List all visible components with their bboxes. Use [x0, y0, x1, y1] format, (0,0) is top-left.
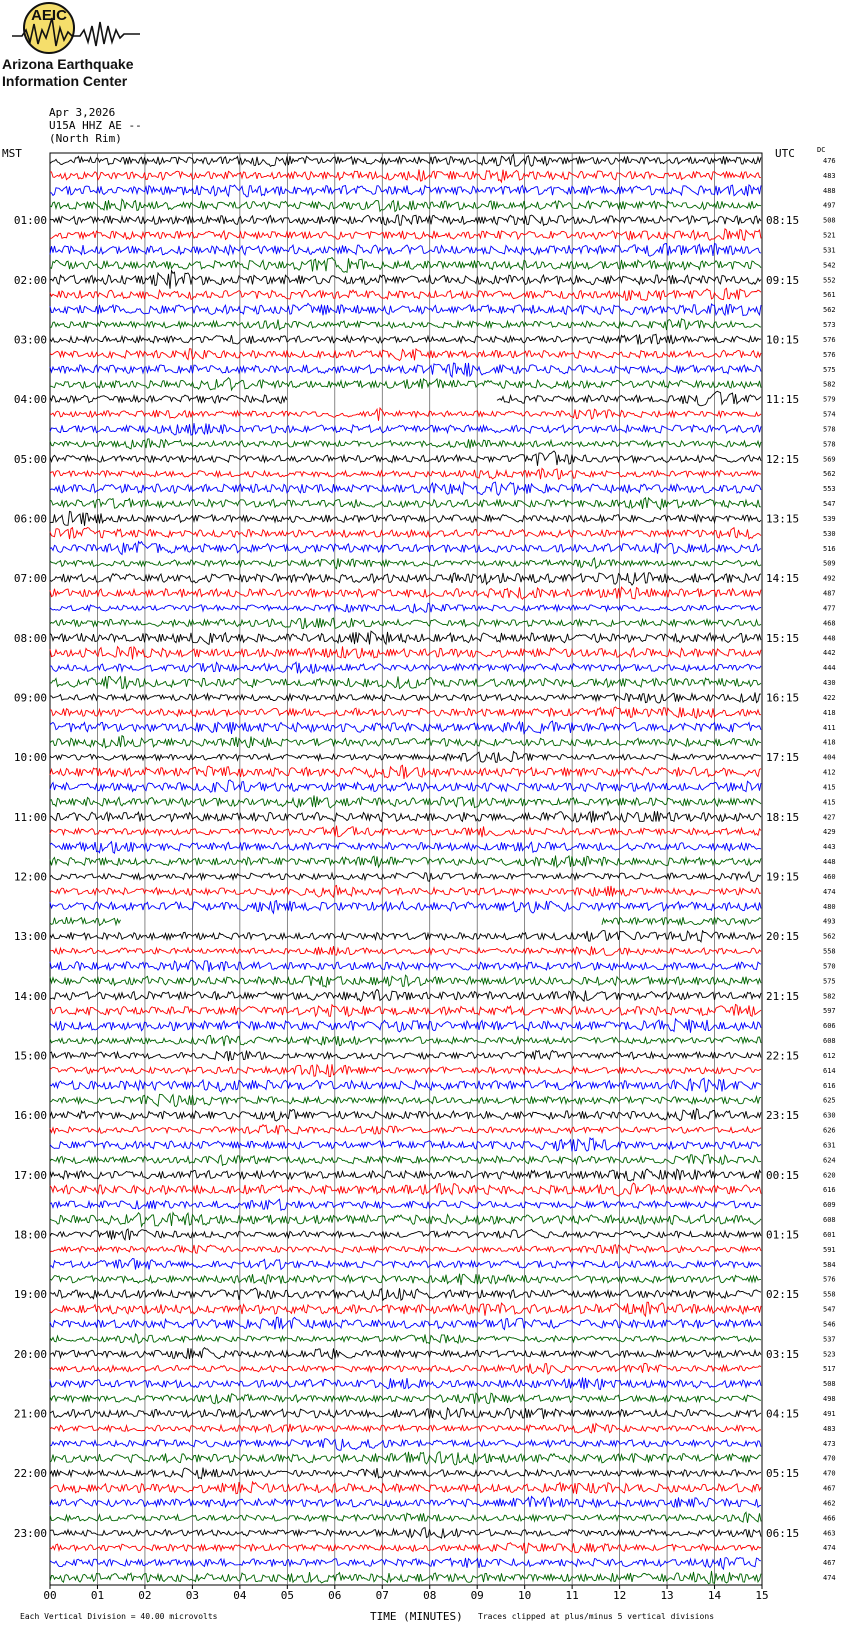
trace-row-69 — [50, 1183, 761, 1196]
dc-value-label: 474 — [823, 1544, 836, 1553]
dc-value-label: 616 — [823, 1081, 836, 1090]
trace-row-95 — [50, 1571, 761, 1584]
x-tick-label: 05 — [280, 1589, 294, 1602]
trace-row-73 — [50, 1245, 761, 1254]
mst-hour-label: 18:00 — [13, 1228, 47, 1242]
x-tick-label: 03 — [185, 1589, 200, 1602]
dc-value-label: 562 — [823, 470, 836, 479]
dc-value-label: 412 — [823, 768, 836, 777]
trace-row-36 — [50, 692, 761, 703]
trace-row-24 — [50, 511, 761, 525]
dc-value-label: 562 — [823, 932, 836, 941]
mst-hour-label: 22:00 — [13, 1467, 47, 1481]
dc-value-label: 558 — [823, 947, 836, 956]
trace-row-22 — [50, 482, 761, 495]
dc-value-label: 483 — [823, 171, 836, 180]
dc-value-label: 601 — [823, 1230, 836, 1239]
trace-row-23 — [50, 498, 761, 510]
trace-row-17 — [50, 408, 761, 421]
dc-value-label: 473 — [823, 1439, 836, 1448]
dc-value-label: 547 — [823, 500, 836, 509]
trace-row-6 — [50, 244, 761, 257]
dc-value-label: 444 — [823, 664, 836, 673]
trace-row-27 — [50, 558, 761, 569]
dc-value-label: 531 — [823, 246, 836, 255]
trace-row-31 — [50, 618, 761, 629]
trace-row-64 — [50, 1109, 761, 1121]
trace-row-77 — [50, 1302, 761, 1316]
dc-value-label: 609 — [823, 1201, 836, 1210]
mst-hour-label: 06:00 — [13, 512, 47, 526]
dc-value-label: 597 — [823, 1007, 836, 1016]
dc-value-label: 574 — [823, 410, 836, 419]
utc-hour-label: 08:15 — [766, 214, 800, 228]
dc-value-label: 530 — [823, 529, 836, 538]
trace-row-88 — [50, 1468, 761, 1479]
utc-hour-label: 09:15 — [766, 273, 800, 287]
dc-value-label: 591 — [823, 1245, 836, 1254]
trace-row-74 — [50, 1259, 761, 1270]
dc-value-label: 630 — [823, 1111, 836, 1120]
trace-row-2 — [50, 185, 761, 197]
x-tick-label: 01 — [90, 1589, 105, 1602]
trace-row-19 — [50, 439, 761, 449]
trace-row-28 — [50, 573, 761, 586]
logo-line2: Information Center — [2, 73, 128, 89]
x-tick-label: 07 — [375, 1589, 389, 1602]
mst-hour-label: 05:00 — [13, 452, 47, 466]
dc-value-label: 573 — [823, 321, 836, 330]
utc-hour-label: 16:15 — [766, 691, 800, 705]
mst-hour-label: 02:00 — [13, 273, 47, 287]
trace-row-7 — [50, 258, 761, 273]
mst-hour-label: 17:00 — [13, 1168, 47, 1182]
dc-value-label: 492 — [823, 574, 836, 583]
dc-value-label: 470 — [823, 1454, 836, 1463]
dc-value-label: 460 — [823, 872, 836, 881]
mst-hour-label: 12:00 — [13, 870, 47, 884]
trace-row-38 — [50, 721, 761, 734]
utc-hour-label: 02:15 — [766, 1288, 800, 1302]
dc-value-label: 562 — [823, 306, 836, 315]
header-location: (North Rim) — [49, 132, 122, 145]
dc-value-label: 616 — [823, 1186, 836, 1195]
x-tick-label: 12 — [612, 1589, 627, 1602]
trace-row-0 — [50, 155, 761, 167]
utc-hour-label: 21:15 — [766, 989, 800, 1003]
logo-line1: Arizona Earthquake — [2, 56, 134, 72]
utc-hour-label: 20:15 — [766, 930, 800, 944]
x-tick-label: 06 — [328, 1589, 342, 1602]
dc-value-label: 462 — [823, 1499, 836, 1508]
trace-row-39 — [50, 736, 761, 748]
trace-row-57 — [50, 1005, 761, 1017]
dc-value-label: 415 — [823, 798, 836, 807]
mst-hour-label: 13:00 — [13, 930, 47, 944]
mst-hour-label: 01:00 — [13, 214, 47, 228]
trace-row-58 — [50, 1019, 761, 1033]
dc-value-label: 576 — [823, 350, 836, 359]
utc-hour-label: 06:15 — [766, 1526, 800, 1540]
dc-value-label: 612 — [823, 1051, 836, 1060]
dc-value-label: 582 — [823, 380, 836, 389]
mst-hour-label: 11:00 — [13, 810, 47, 824]
trace-row-25 — [50, 528, 761, 540]
dc-value-label: 558 — [823, 1290, 836, 1299]
trace-row-43 — [50, 795, 761, 808]
trace-row-90 — [50, 1497, 761, 1508]
trace-row-76 — [50, 1288, 761, 1300]
mst-hour-label: 14:00 — [13, 989, 47, 1003]
footer-clip-note: Traces clipped at plus/minus 5 vertical divisions — [478, 1612, 715, 1621]
dc-value-label: 625 — [823, 1096, 836, 1105]
trace-row-47 — [50, 856, 761, 868]
dc-value-label: 631 — [823, 1141, 836, 1150]
trace-row-48 — [50, 872, 761, 882]
mst-hour-label: 19:00 — [13, 1288, 47, 1302]
trace-row-8 — [50, 271, 761, 289]
header-date: Apr 3,2026 — [49, 106, 116, 119]
trace-row-44 — [50, 811, 761, 823]
utc-hour-label: 17:15 — [766, 751, 800, 765]
trace-row-3 — [50, 199, 761, 211]
dc-value-label: 448 — [823, 858, 836, 867]
trace-row-35 — [50, 676, 761, 689]
trace-row-50 — [50, 901, 761, 914]
trace-row-82 — [50, 1378, 761, 1390]
trace-row-52 — [50, 931, 761, 942]
dc-value-label: 411 — [823, 723, 836, 732]
dc-value-label: 466 — [823, 1514, 836, 1523]
dc-value-label: 614 — [823, 1066, 836, 1075]
dc-value-label: 476 — [823, 156, 836, 165]
mst-hour-label: 03:00 — [13, 333, 47, 347]
dc-value-label: 620 — [823, 1171, 836, 1180]
trace-row-67 — [50, 1154, 761, 1165]
dc-value-label: 418 — [823, 708, 836, 717]
trace-row-51 — [50, 917, 121, 925]
mst-hour-label: 23:00 — [13, 1526, 47, 1540]
trace-row-61 — [50, 1064, 761, 1076]
dc-value-label: 468 — [823, 619, 836, 628]
utc-hour-label: 01:15 — [766, 1228, 800, 1242]
mst-hour-label: 20:00 — [13, 1347, 47, 1361]
trace-row-21 — [50, 468, 761, 479]
trace-row-33 — [50, 646, 761, 659]
trace-row-94 — [50, 1558, 761, 1570]
dc-value-label: 509 — [823, 559, 836, 568]
dc-value-label: 578 — [823, 425, 836, 434]
utc-hour-label: 14:15 — [766, 572, 800, 586]
utc-hour-label: 05:15 — [766, 1467, 800, 1481]
dc-value-label: 561 — [823, 291, 836, 300]
dc-value-label: 474 — [823, 1574, 836, 1583]
footer-division-note: Each Vertical Division = 40.00 microvolts — [20, 1612, 218, 1621]
trace-row-79 — [50, 1334, 761, 1344]
utc-hour-label: 22:15 — [766, 1049, 800, 1063]
dc-value-label: 448 — [823, 634, 836, 643]
utc-hour-label: 15:15 — [766, 631, 800, 645]
trace-row-46 — [50, 842, 761, 854]
dc-value-label: 547 — [823, 1305, 836, 1314]
trace-row-1 — [50, 170, 761, 183]
dc-value-label: 422 — [823, 693, 836, 702]
x-axis-title: TIME (MINUTES) — [370, 1610, 463, 1623]
dc-value-label: 474 — [823, 887, 836, 896]
trace-row-10 — [50, 303, 761, 315]
trace-row-30 — [50, 603, 761, 613]
dc-value-label: 491 — [823, 1409, 836, 1418]
trace-row-32 — [50, 631, 761, 644]
dc-value-label: 470 — [823, 1469, 836, 1478]
trace-row-62 — [50, 1078, 761, 1092]
trace-row-93 — [50, 1543, 761, 1554]
utc-hour-label: 13:15 — [766, 512, 800, 526]
utc-hour-label: 18:15 — [766, 810, 800, 824]
dc-value-label: 516 — [823, 544, 836, 553]
trace-row-5 — [50, 229, 761, 241]
dc-value-label: 523 — [823, 1350, 836, 1359]
dc-value-label: 626 — [823, 1126, 836, 1135]
dc-value-label: 582 — [823, 992, 836, 1001]
utc-hour-label: 11:15 — [766, 393, 800, 407]
trace-row-59 — [50, 1035, 761, 1046]
utc-hour-label: 23:15 — [766, 1109, 800, 1123]
dc-value-label: 415 — [823, 783, 836, 792]
trace-row-71 — [50, 1213, 761, 1227]
x-tick-label: 14 — [707, 1589, 722, 1602]
trace-row-37 — [50, 707, 761, 718]
utc-hour-label: 19:15 — [766, 870, 800, 884]
dc-value-label: 542 — [823, 261, 836, 270]
x-tick-label: 04 — [233, 1589, 247, 1602]
dc-value-label: 569 — [823, 455, 836, 464]
dc-value-label: 429 — [823, 828, 836, 837]
utc-hour-label: 12:15 — [766, 452, 800, 466]
utc-axis-label: UTC — [775, 147, 795, 160]
dc-value-label: 404 — [823, 753, 836, 762]
x-tick-label: 08 — [423, 1589, 437, 1602]
trace-row-41 — [50, 765, 761, 779]
trace-row-12 — [50, 334, 761, 344]
dc-value-label: 521 — [823, 231, 836, 240]
dc-value-label: 578 — [823, 440, 836, 449]
trace-row-60 — [50, 1051, 761, 1062]
dc-value-label: 606 — [823, 1022, 836, 1031]
trace-row-45 — [50, 826, 761, 838]
trace-row-83 — [50, 1393, 761, 1404]
dc-value-label: 443 — [823, 843, 836, 852]
dc-axis-label: DC — [817, 146, 826, 154]
dc-value-label: 480 — [823, 902, 836, 911]
dc-value-label: 442 — [823, 649, 836, 658]
trace-row-9 — [50, 288, 761, 300]
dc-value-label: 576 — [823, 1275, 836, 1284]
trace-row-26 — [50, 542, 761, 555]
trace-row-15 — [50, 378, 761, 390]
dc-value-label: 624 — [823, 1156, 836, 1165]
dc-value-label: 467 — [823, 1559, 836, 1568]
trace-row-81 — [50, 1363, 761, 1374]
trace-row-80 — [50, 1348, 761, 1359]
x-tick-label: 15 — [755, 1589, 769, 1602]
dc-value-label: 477 — [823, 604, 836, 613]
dc-value-label: 497 — [823, 201, 836, 210]
trace-row-55 — [50, 975, 761, 987]
dc-value-label: 487 — [823, 589, 836, 598]
trace-row-13 — [50, 349, 761, 361]
trace-row-54 — [50, 960, 761, 972]
trace-row-78 — [50, 1317, 761, 1329]
utc-hour-label: 00:15 — [766, 1168, 800, 1182]
trace-row-40 — [50, 752, 761, 763]
dc-value-label: 493 — [823, 917, 836, 926]
trace-row-14 — [50, 363, 761, 377]
trace-row-53 — [50, 946, 761, 955]
trace-row-66 — [50, 1138, 761, 1151]
trace-row-42 — [50, 780, 761, 792]
x-tick-label: 00 — [43, 1589, 57, 1602]
dc-value-label: 427 — [823, 813, 836, 822]
dc-value-label: 467 — [823, 1484, 836, 1493]
trace-row-51 — [602, 917, 761, 925]
mst-hour-label: 07:00 — [13, 572, 47, 586]
trace-row-63 — [50, 1094, 761, 1106]
header-station: U15A HHZ AE -- — [49, 119, 142, 132]
dc-value-label: 539 — [823, 514, 836, 523]
x-tick-label: 09 — [470, 1589, 484, 1602]
mst-hour-label: 08:00 — [13, 631, 47, 645]
dc-value-label: 608 — [823, 1037, 836, 1046]
dc-value-label: 584 — [823, 1260, 836, 1269]
dc-value-label: 608 — [823, 1216, 836, 1225]
mst-axis-label: MST — [2, 147, 22, 160]
x-tick-label: 02 — [138, 1589, 152, 1602]
dc-value-label: 576 — [823, 335, 836, 344]
dc-value-label: 552 — [823, 276, 836, 285]
trace-row-65 — [50, 1125, 761, 1135]
mst-hour-label: 16:00 — [13, 1109, 47, 1123]
dc-value-label: 553 — [823, 485, 836, 494]
trace-row-11 — [50, 319, 761, 330]
utc-hour-label: 10:15 — [766, 333, 800, 347]
trace-row-75 — [50, 1274, 761, 1285]
dc-value-label: 537 — [823, 1335, 836, 1344]
utc-hour-label: 04:15 — [766, 1407, 800, 1421]
mst-hour-label: 21:00 — [13, 1407, 47, 1421]
trace-row-72 — [50, 1229, 761, 1240]
dc-value-label: 579 — [823, 395, 836, 404]
trace-row-86 — [50, 1439, 761, 1451]
trace-row-91 — [50, 1512, 761, 1523]
trace-row-16 — [50, 395, 287, 403]
trace-row-85 — [50, 1424, 761, 1434]
dc-value-label: 463 — [823, 1529, 836, 1538]
trace-row-70 — [50, 1199, 761, 1210]
dc-value-label: 498 — [823, 1395, 836, 1404]
trace-row-49 — [50, 886, 761, 898]
trace-row-92 — [50, 1528, 761, 1538]
dc-value-label: 508 — [823, 1380, 836, 1389]
x-tick-label: 13 — [660, 1589, 674, 1602]
trace-row-29 — [50, 587, 761, 599]
trace-row-87 — [50, 1452, 761, 1465]
trace-row-84 — [50, 1408, 761, 1419]
mst-hour-label: 04:00 — [13, 393, 47, 407]
trace-row-34 — [50, 662, 761, 673]
dc-value-label: 508 — [823, 216, 836, 225]
dc-value-label: 488 — [823, 186, 836, 195]
trace-row-4 — [50, 215, 761, 226]
trace-row-20 — [50, 451, 761, 466]
dc-value-label: 575 — [823, 365, 836, 374]
x-tick-label: 10 — [518, 1589, 532, 1602]
dc-value-label: 430 — [823, 679, 836, 688]
utc-hour-label: 03:15 — [766, 1347, 800, 1361]
dc-value-label: 575 — [823, 977, 836, 986]
dc-value-label: 570 — [823, 962, 836, 971]
dc-value-label: 517 — [823, 1365, 836, 1374]
dc-value-label: 546 — [823, 1320, 836, 1329]
x-tick-label: 11 — [565, 1589, 579, 1602]
mst-hour-label: 15:00 — [13, 1049, 47, 1063]
trace-row-89 — [50, 1482, 761, 1494]
logo-abbr: AEIC — [31, 7, 67, 24]
trace-row-56 — [50, 989, 761, 1001]
trace-row-68 — [50, 1169, 761, 1181]
dc-value-label: 418 — [823, 738, 836, 747]
mst-hour-label: 10:00 — [13, 751, 47, 765]
dc-value-label: 483 — [823, 1424, 836, 1433]
trace-row-18 — [50, 423, 761, 435]
trace-row-16 — [497, 391, 761, 406]
mst-hour-label: 09:00 — [13, 691, 47, 705]
